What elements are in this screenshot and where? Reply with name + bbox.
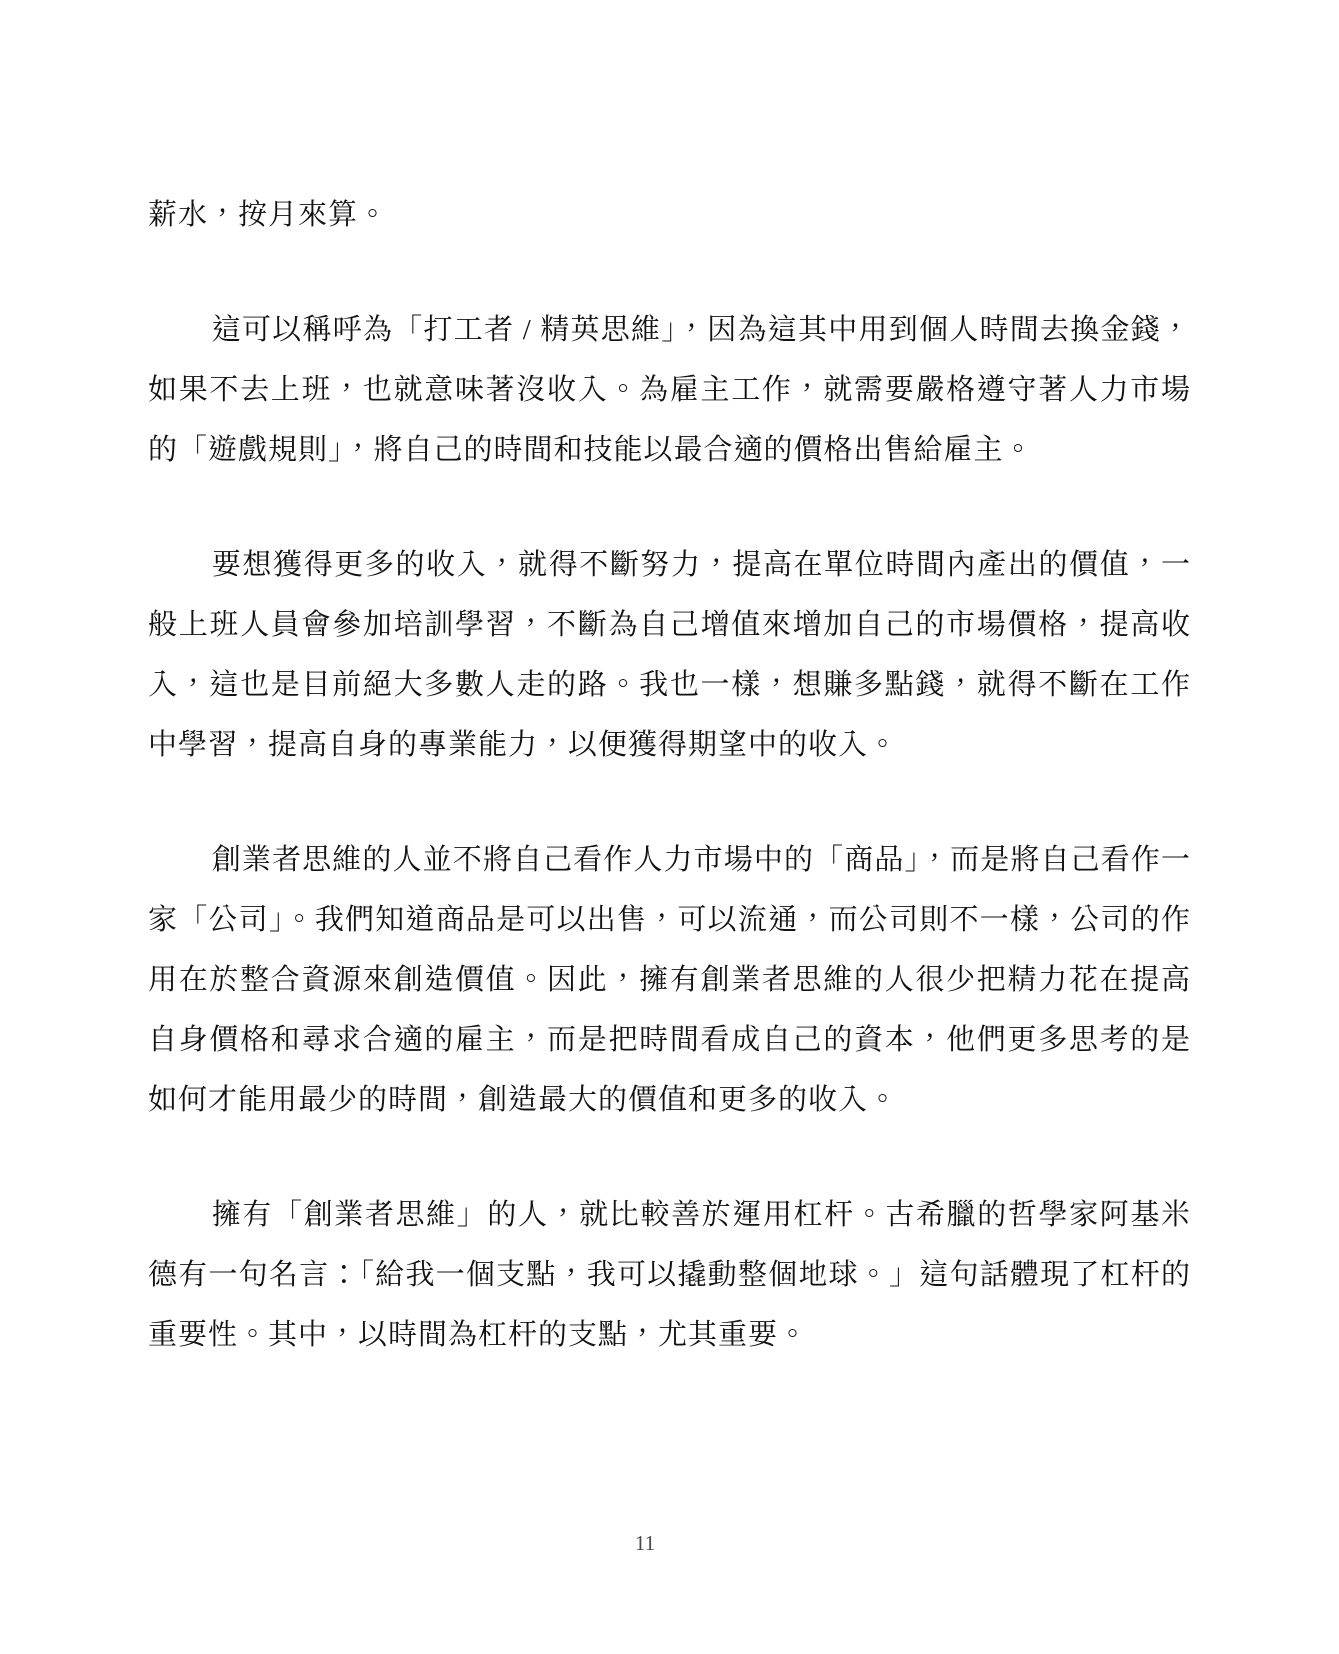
- page-number: 11: [634, 1531, 656, 1555]
- paragraph-continuation: 薪水，按月來算。: [148, 199, 389, 231]
- paragraph-entrepreneur-mindset: 創業者思維的人並不將自己看作人力市場中的「商品」，而是將自己看作一家「公司」。我們知道商品是可以出售，可以流通，而公司則不一樣，公司的作用在於整合資源來創造價值。因此，擁有創業者思維的人很少把精力花在提高自身價格和尋求合適的雇主，而是把時間看成自己的資本，他們更多思考的是如何才能用最少的時間，創造最大的價值和更多的收入。: [148, 844, 1191, 1116]
- paragraph-leverage: 擁有「創業者思維」的人，就比較善於運用杠杆。古希臘的哲學家阿基米德有一句名言：「給我一個支點，我可以撬動整個地球。」這句話體現了杠杆的重要性。其中，以時間為杠杆的支點，尤其重要。: [148, 1199, 1191, 1351]
- paragraph-increase-income: 要想獲得更多的收入，就得不斷努力，提高在單位時間內產出的價值，一般上班人員會參加培訓學習，不斷為自己增值來增加自己的市場價格，提高收入，這也是目前絕大多數人走的路。我也一樣，想賺多點錢，就得不斷在工作中學習，提高自身的專業能力，以便獲得期望中的收入。: [148, 549, 1191, 761]
- page-content: [148, 185, 1191, 1420]
- paragraph-worker-mindset: 這可以稱呼為「打工者 / 精英思維」，因為這其中用到個人時間去換金錢，如果不去上班，也就意味著沒收入。為雇主工作，就需要嚴格遵守著人力市場的「遊戲規則」，將自己的時間和技能以最合適的價格出售給雇主。: [148, 314, 1191, 466]
